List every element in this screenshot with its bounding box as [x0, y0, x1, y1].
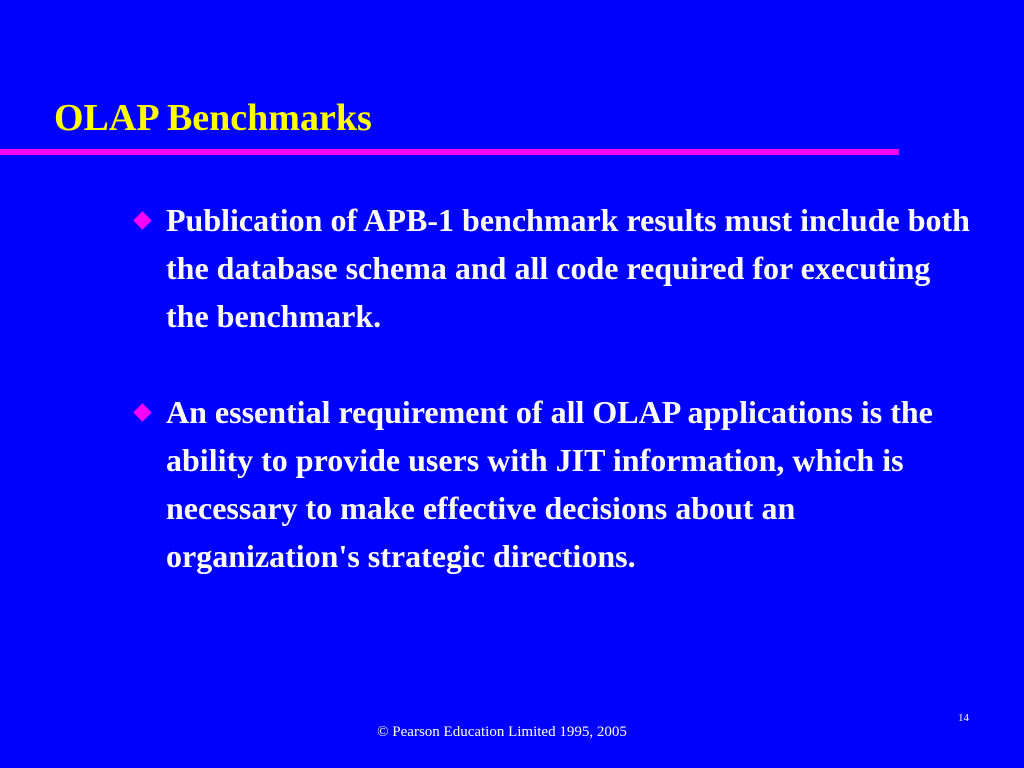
bullet-text: An essential requirement of all OLAP applications is the ability to provide users with JIT information, which is necessary to make effective decisions about an organization's strategic directions. [166, 394, 933, 574]
bullet-list [128, 196, 978, 580]
diamond-bullet-icon [133, 211, 151, 229]
copyright-footer: © Pearson Education Limited 1995, 2005 [377, 724, 627, 740]
diamond-bullet-icon [133, 403, 151, 421]
bullet-item [128, 196, 978, 340]
slide-title: OLAP Benchmarks [54, 97, 372, 139]
bullet-text: Publication of APB-1 benchmark results must include both the database schema and all code required for executing the benchmark. [166, 202, 970, 334]
bullet-item [128, 388, 978, 580]
page-number: 14 [958, 712, 969, 724]
title-divider [0, 149, 899, 155]
